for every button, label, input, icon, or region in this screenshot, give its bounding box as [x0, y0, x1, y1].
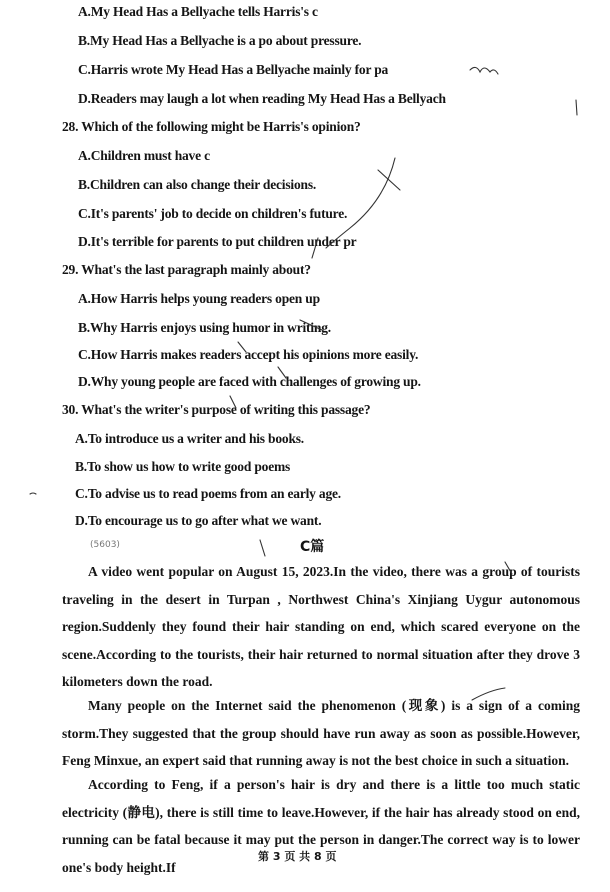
- page-footer: 第 3 页 共 8 页: [258, 850, 337, 863]
- q30-option-a: A.To introduce us a writer and his books.: [75, 431, 304, 446]
- margin-note: (5603): [90, 540, 120, 550]
- q30-question: 30. What's the writer's purpose of writing this passage?: [62, 402, 371, 417]
- q29-option-b: B.Why Harris enjoys using humor in writing.: [78, 320, 331, 335]
- q29-option-a: A.How Harris helps young readers open up: [78, 291, 320, 306]
- q27-option-b: B.My Head Has a Bellyache is a po about pressure.: [78, 33, 362, 48]
- q28-option-b: B.Children can also change their decisions.: [78, 177, 317, 192]
- q28-option-a: A.Children must have c: [78, 148, 210, 163]
- q30-option-d: D.To encourage us to go after what we want.: [75, 513, 322, 528]
- passage-paragraph-1: A video went popular on August 15, 2023.In the video, there was a group of tourists traveling in the desert in Turpan , Northwest China's Xinjiang Uygur autonomous region.Suddenly they found their hair standing on end, which scared everyone on the scene.According to the tourists, their hair returned to normal situation after they drove 3 kilometers down the road.: [62, 564, 580, 689]
- passage-paragraph-2: Many people on the Internet said the phenomenon (现象) is a sign of a coming storm.They suggested that the group should have run away as soon as possible.However, Feng Minxue, an expert said that running away is not the best choice in such a situation.: [62, 698, 580, 768]
- passage-paragraph-3: According to Feng, if a person's hair is dry and there is a little too much static electricity (静电), there is still time to leave.However, if the hair has already stood on end, running can be fatal because it may put the person in danger.The correct way is to lower one's body height.If: [62, 777, 580, 875]
- q28-option-c: C.It's parents' job to decide on children's future.: [78, 206, 348, 221]
- q27-option-d: D.Readers may laugh a lot when reading My Head Has a Bellyach: [78, 91, 446, 106]
- q30-option-b: B.To show us how to write good poems: [75, 459, 291, 474]
- q29-option-c: C.How Harris makes readers accept his opinions more easily.: [78, 347, 419, 362]
- q27-option-c: C.Harris wrote My Head Has a Bellyache mainly for pa: [78, 62, 389, 77]
- pencil-mark-q27: [470, 67, 498, 74]
- q28-question: 28. Which of the following might be Harris's opinion?: [62, 119, 361, 134]
- q27-option-a: A.My Head Has a Bellyache tells Harris's c: [78, 4, 318, 19]
- q28-option-d: D.It's terrible for parents to put children under pr: [78, 234, 357, 249]
- q29-option-d: D.Why young people are faced with challenges of growing up.: [78, 374, 421, 389]
- q29-question: 29. What's the last paragraph mainly about?: [62, 262, 311, 277]
- pencil-slash-section: [260, 540, 265, 556]
- q30-option-c: C.To advise us to read poems from an early age.: [75, 486, 341, 501]
- pencil-mark-margin: [30, 493, 36, 494]
- pencil-mark-right: [576, 100, 577, 115]
- section-title: C篇: [300, 539, 325, 555]
- pencil-tick-q28: [378, 170, 400, 190]
